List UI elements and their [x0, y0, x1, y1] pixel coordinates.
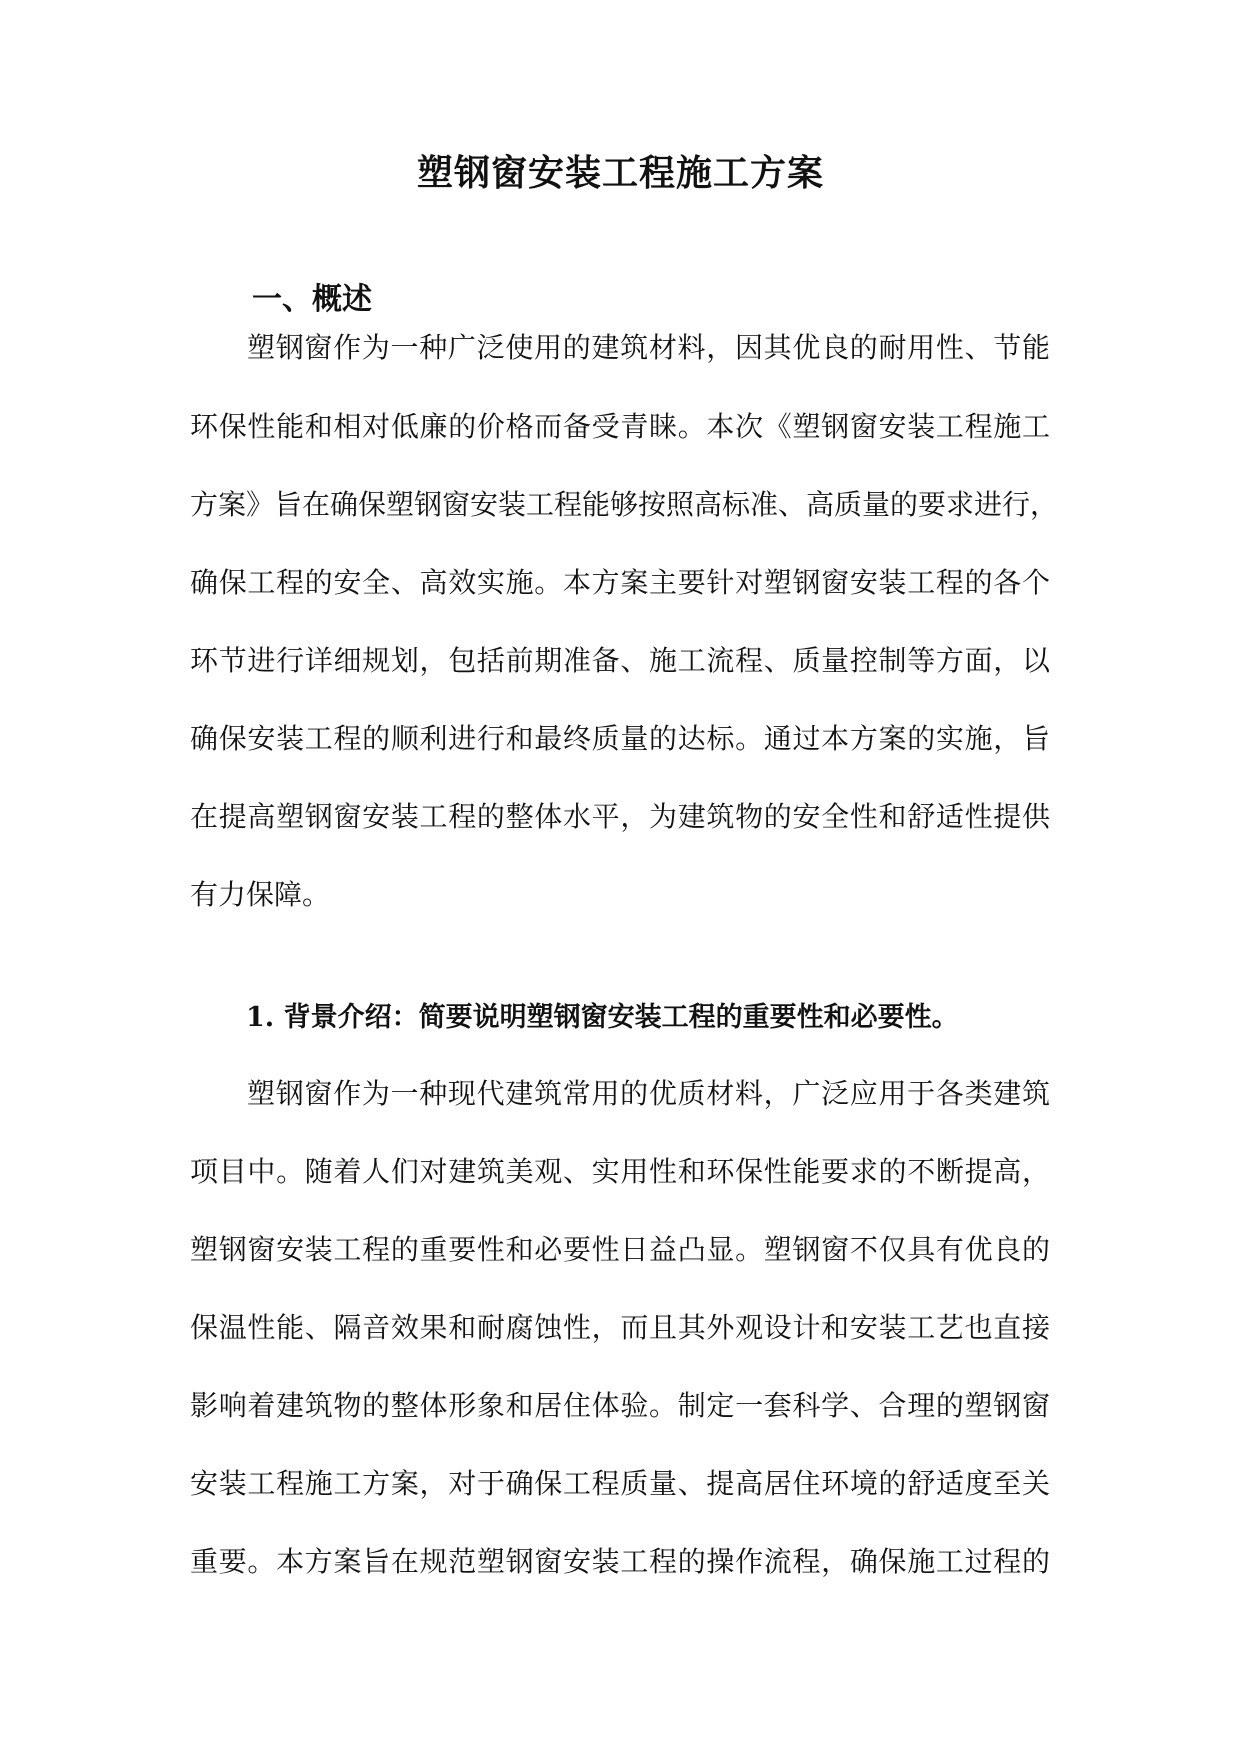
paragraph-line: 塑钢窗安装工程的重要性和必要性日益凸显。塑钢窗不仅具有优良的 [190, 1233, 1050, 1266]
paragraph-line: 环保性能和相对低廉的价格而备受青睐。本次《塑钢窗安装工程施工 [190, 410, 1050, 443]
paragraph-line: 确保安装工程的顺利进行和最终质量的达标。通过本方案的实施，旨 [190, 722, 1050, 755]
paragraph-line: 有力保障。 [190, 878, 331, 911]
paragraph-line: 在提高塑钢窗安装工程的整体水平，为建筑物的安全性和舒适性提供 [190, 800, 1050, 833]
paragraph-line: 环节进行详细规划，包括前期准备、施工流程、质量控制等方面，以 [190, 644, 1050, 677]
paragraph-line: 影响着建筑物的整体形象和居住体验。制定一套科学、合理的塑钢窗 [190, 1389, 1050, 1422]
subsection-heading-background: 1. 背景介绍：简要说明塑钢窗安装工程的重要性和必要性。 [246, 1002, 959, 1033]
paragraph-line: 保温性能、隔音效果和耐腐蚀性，而且其外观设计和安装工艺也直接 [190, 1311, 1050, 1344]
paragraph-line: 项目中。随着人们对建筑美观、实用性和环保性能要求的不断提高， [190, 1155, 1050, 1188]
section-heading-overview: 一、概述 [252, 282, 372, 317]
paragraph-line: 安装工程施工方案，对于确保工程质量、提高居住环境的舒适度至关 [190, 1467, 1050, 1500]
paragraph-line: 塑钢窗作为一种现代建筑常用的优质材料，广泛应用于各类建筑 [247, 1077, 1050, 1110]
paragraph-line: 确保工程的安全、高效实施。本方案主要针对塑钢窗安装工程的各个 [190, 566, 1050, 599]
paragraph-line: 重要。本方案旨在规范塑钢窗安装工程的操作流程，确保施工过程的 [190, 1545, 1050, 1578]
paragraph-line: 塑钢窗作为一种广泛使用的建筑材料，因其优良的耐用性、节能 [247, 331, 1050, 364]
paragraph-line: 方案》旨在确保塑钢窗安装工程能够按照高标准、高质量的要求进行， [190, 488, 1059, 521]
document-title: 塑钢窗安装工程施工方案 [416, 152, 824, 194]
